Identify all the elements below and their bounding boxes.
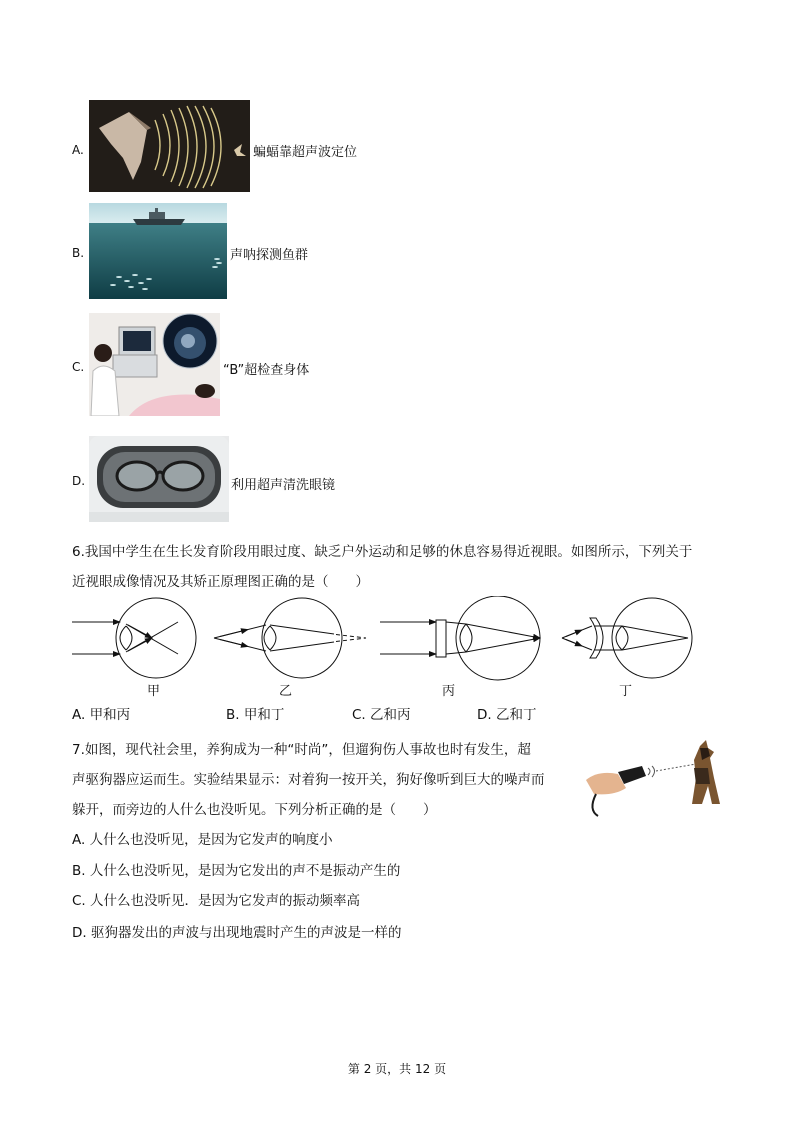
diagram-jia — [72, 598, 196, 678]
diagram-label-ding: 丁 — [619, 684, 633, 699]
diagram-bing — [380, 596, 540, 680]
bat-echolocation-image — [89, 100, 250, 192]
myopia-diagrams — [70, 596, 700, 700]
diagram-label-jia: 甲 — [147, 684, 161, 699]
diagram-yi — [214, 598, 366, 678]
q7-choice-a: A. 人什么也没听见，是因为它发声的响度小 — [72, 832, 333, 848]
q7-stem-line-3: 躲开，而旁边的人什么也没听见。下列分析正确的是（ ） — [72, 802, 437, 818]
sonar-fish-image — [89, 203, 227, 299]
ultrasonic-cleaner-image — [89, 436, 229, 522]
q6-choice-c: C. 乙和丙 — [352, 707, 411, 723]
q6-choice-d: D. 乙和丁 — [477, 707, 537, 723]
diagram-ding — [562, 598, 692, 678]
option-d-letter: D. — [72, 474, 86, 488]
option-c-letter: C. — [72, 360, 85, 374]
q7-stem-line-2: 声驱狗器应运而生。实验结果显示：对着狗一按开关，狗好像听到巨大的噪声而 — [72, 772, 545, 788]
option-b-text: 声呐探测鱼群 — [230, 248, 309, 263]
q6-stem-line-1: 6.我国中学生在生长发育阶段用眼过度、缺乏户外运动和足够的休息容易得近视眼。如图所示，下列关于 — [72, 544, 693, 560]
q6-choice-a: A. 甲和丙 — [72, 707, 131, 723]
diagram-label-yi: 乙 — [279, 684, 293, 699]
q7-choice-d: D. 驱狗器发出的声波与出现地震时产生的声波是一样的 — [72, 925, 402, 941]
page-footer: 第 2 页，共 12 页 — [347, 1062, 447, 1076]
b-ultrasound-image — [89, 313, 220, 416]
q7-stem-line-1: 7.如图，现代社会里，养狗成为一种“时尚”，但遛狗伤人事故也时有发生，超 — [72, 742, 531, 758]
dog-repeller-image — [584, 738, 724, 818]
option-b-letter: B. — [72, 246, 85, 260]
diagram-label-bing: 丙 — [442, 684, 456, 699]
q7-choice-c: C. 人什么也没听见．是因为它发声的振动频率高 — [72, 893, 361, 909]
option-c-text: “B”超检查身体 — [223, 363, 310, 378]
q7-choice-b: B. 人什么也没听见，是因为它发出的声不是振动产生的 — [72, 863, 401, 879]
q6-choice-b: B. 甲和丁 — [226, 707, 285, 723]
option-a-text: 蝙蝠靠超声波定位 — [253, 145, 358, 160]
option-d-text: 利用超声清洗眼镜 — [231, 478, 336, 493]
q6-stem-line-2: 近视眼成像情况及其矫正原理图正确的是（ ） — [72, 574, 369, 590]
option-a-letter: A. — [72, 143, 84, 157]
